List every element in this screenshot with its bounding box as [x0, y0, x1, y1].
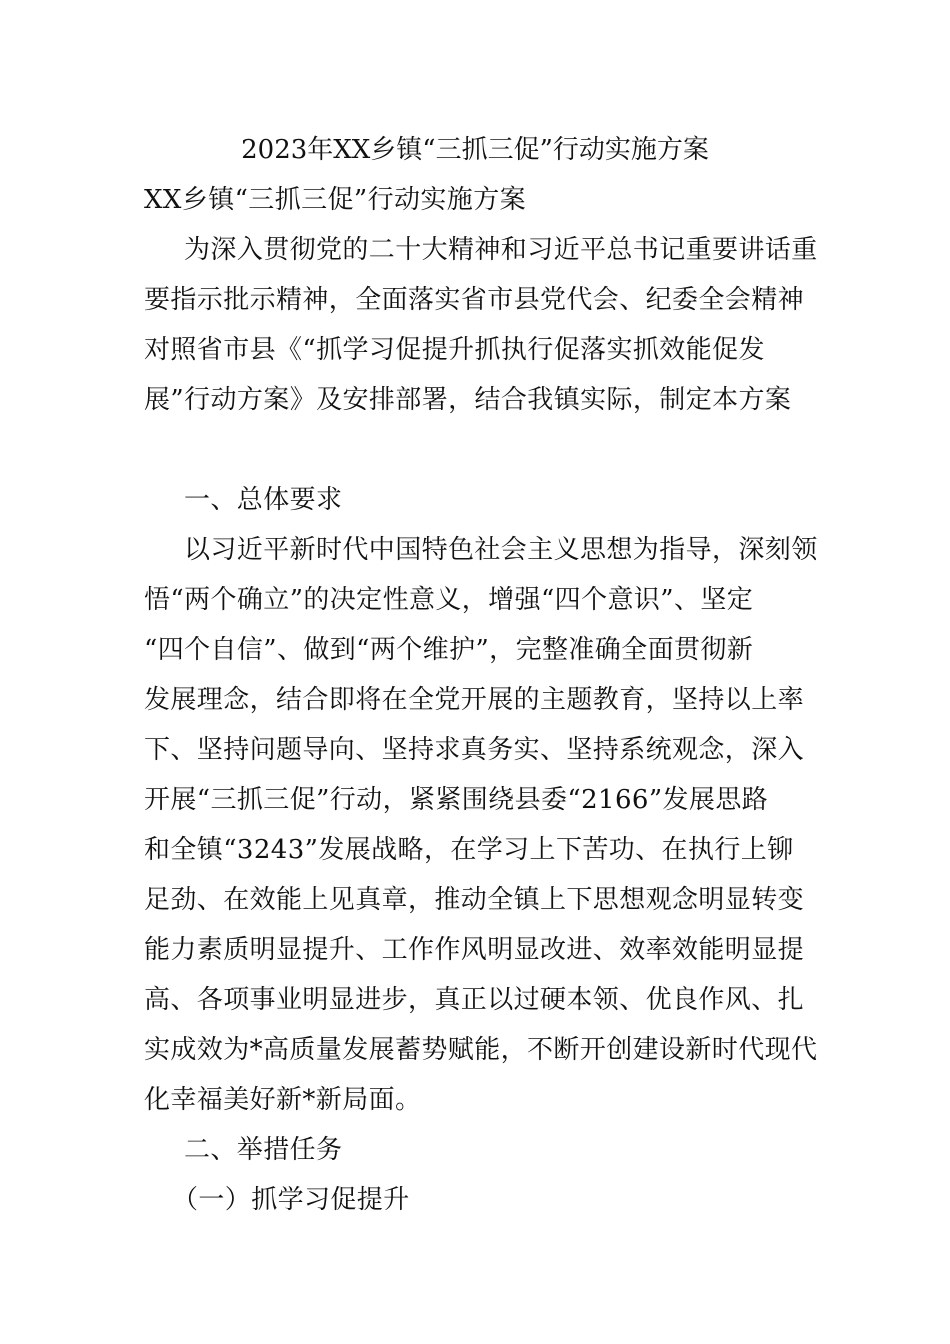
- body-line: 悟“两个确立”的决定性意义，增强“四个意识”、坚定: [144, 585, 754, 615]
- section-heading: 二、举措任务: [184, 1135, 343, 1165]
- intro-line: 对照省市县《“抓学习促提升抓执行促落实抓效能促发: [144, 335, 765, 365]
- body-line: 开展“三抓三促”行动，紧紧围绕县委“2166”发展思路: [144, 785, 769, 815]
- intro-line: 要指示批示精神，全面落实省市县党代会、纪委全会精神: [144, 285, 805, 315]
- body-line: 和全镇“3243”发展战略，在学习上下苦功、在执行上铆: [144, 835, 794, 865]
- body-line: 以习近平新时代中国特色社会主义思想为指导，深刻领: [184, 535, 818, 565]
- intro-line: 展”行动方案》及安排部署，结合我镇实际，制定本方案: [144, 385, 792, 415]
- body-line: 足劲、在效能上见真章，推动全镇上下思想观念明显转变: [144, 885, 805, 915]
- body-line: 实成效为*高质量发展蓄势赋能，不断开创建设新时代现代: [144, 1035, 818, 1065]
- body-line: 下、坚持问题导向、坚持求真务实、坚持系统观念，深入: [144, 735, 805, 765]
- body-line: 化幸福美好新*新局面。: [144, 1085, 422, 1115]
- document-subtitle: XX乡镇“三抓三促”行动实施方案: [144, 185, 527, 215]
- body-line: 高、各项事业明显进步，真正以过硬本领、优良作风、扎: [144, 985, 805, 1015]
- body-line: 能力素质明显提升、工作作风明显改进、效率效能明显提: [144, 935, 805, 965]
- intro-line: 为深入贯彻党的二十大精神和习近平总书记重要讲话重: [184, 235, 818, 265]
- document-title: 2023年XX乡镇“三抓三促”行动实施方案: [241, 135, 709, 165]
- section-heading: 一、总体要求: [184, 485, 343, 515]
- body-line: “四个自信”、做到“两个维护”，完整准确全面贯彻新: [144, 635, 754, 665]
- subsection-heading: （一）抓学习促提升: [172, 1185, 410, 1215]
- body-line: 发展理念，结合即将在全党开展的主题教育，坚持以上率: [144, 685, 805, 715]
